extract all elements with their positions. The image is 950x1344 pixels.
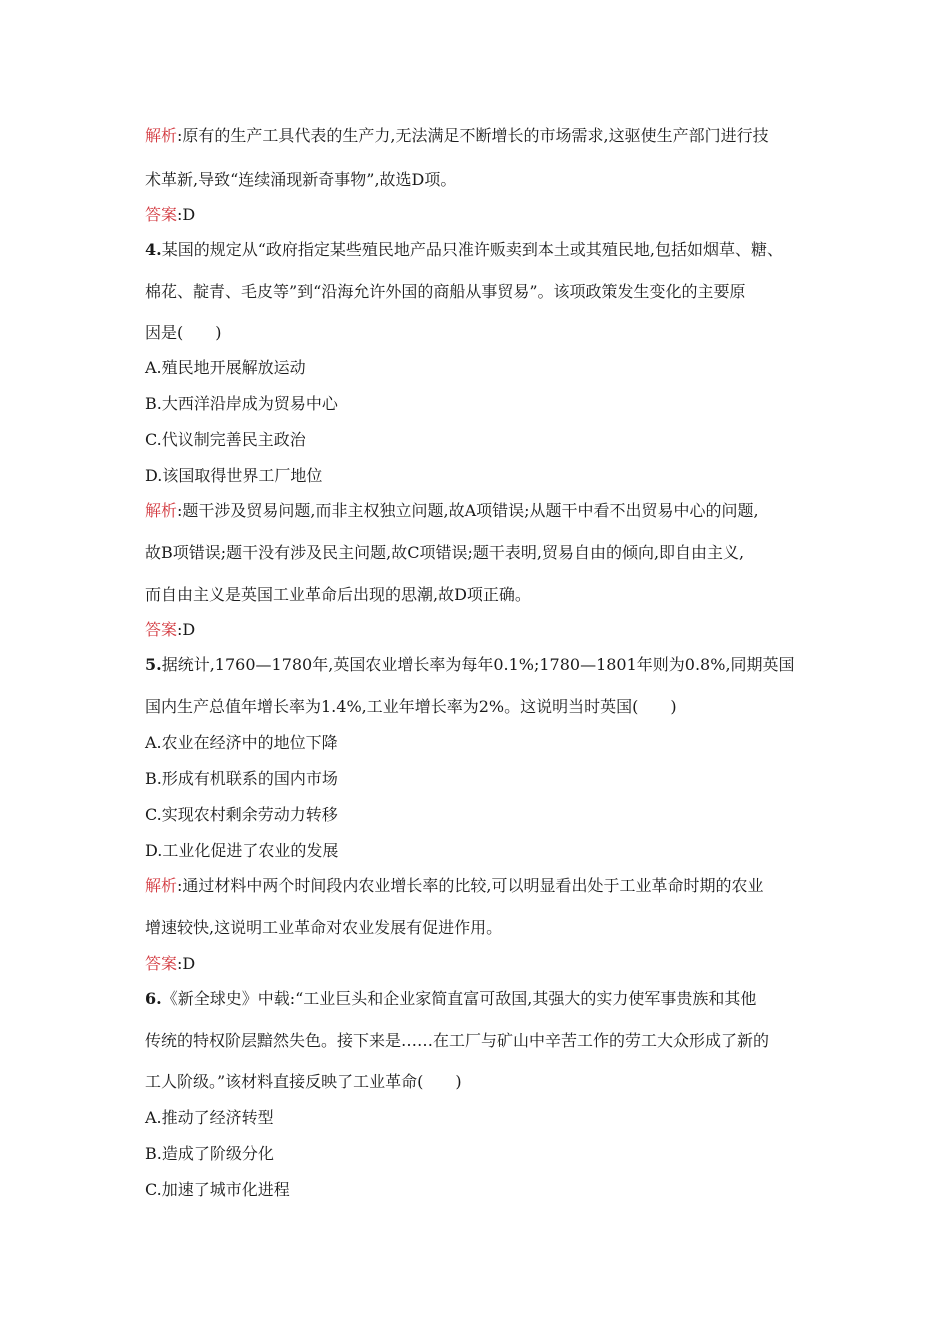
analysis-line: 而自由主义是英国工业革命后出现的思潮,故D项正确。 (145, 585, 531, 604)
analysis-line: 故B项错误;题干没有涉及民主问题,故C项错误;题干表明,贸易自由的倾向,即自由主义, (145, 543, 745, 562)
analysis-line (145, 126, 769, 146)
question-stem-line: 棉花、靛青、毛皮等”到“沿海允许外国的商船从事贸易”。该项政策发生变化的主要原 (145, 282, 746, 301)
option-a: A.殖民地开展解放运动 (145, 358, 306, 377)
answer-label: 答案 (145, 954, 178, 973)
analysis-line (145, 501, 759, 521)
option-b: B.造成了阶级分化 (145, 1144, 274, 1163)
analysis-text: :题干涉及贸易问题,而非主权独立问题,故A项错误;从题干中看不出贸易中心的问题, (177, 501, 759, 520)
question-number: 4. (145, 240, 162, 259)
analysis-line (145, 876, 764, 896)
answer-label: 答案 (145, 205, 178, 224)
question-stem-text: 《新全球史》中载:“工业巨头和企业家简直富可敌国,其强大的实力使军事贵族和其他 (161, 989, 757, 1008)
answer-line (145, 954, 195, 974)
answer-line (145, 620, 195, 640)
question-stem-text: 据统计,1760—1780年,英国农业增长率为每年0.1%;1780—1801年则为0.8%,同期英国 (161, 655, 795, 674)
option-c: C.代议制完善民主政治 (145, 430, 306, 449)
analysis-line: 增速较快,这说明工业革命对农业发展有促进作用。 (145, 918, 503, 937)
question-stem-line: 工人阶级。”该材料直接反映了工业革命( ) (145, 1072, 462, 1091)
answer-line (145, 205, 195, 225)
answer-label: 答案 (145, 620, 178, 639)
option-d: D.工业化促进了农业的发展 (145, 841, 339, 860)
analysis-text: :通过材料中两个时间段内农业增长率的比较,可以明显看出处于工业革命时期的农业 (177, 876, 764, 895)
question-stem-line: 因是( ) (145, 323, 222, 342)
analysis-text: :原有的生产工具代表的生产力,无法满足不断增长的市场需求,这驱使生产部门进行技 (177, 126, 769, 145)
question-stem-text: 某国的规定从“政府指定某些殖民地产品只准许贩卖到本土或其殖民地,包括如烟草、糖、 (161, 240, 783, 259)
analysis-label: 解析 (145, 876, 178, 895)
option-a: A.推动了经济转型 (145, 1108, 274, 1127)
analysis-label: 解析 (145, 501, 178, 520)
analysis-label: 解析 (145, 126, 178, 145)
option-c: C.实现农村剩余劳动力转移 (145, 805, 338, 824)
option-a: A.农业在经济中的地位下降 (145, 733, 338, 752)
question-stem-line (145, 655, 795, 675)
option-c: C.加速了城市化进程 (145, 1180, 290, 1199)
question-stem-line: 传统的特权阶层黯然失色。接下来是……在工厂与矿山中辛苦工作的劳工大众形成了新的 (145, 1031, 770, 1050)
question-number: 6. (145, 989, 162, 1008)
option-b: B.大西洋沿岸成为贸易中心 (145, 394, 338, 413)
answer-value: :D (177, 620, 196, 639)
option-b: B.形成有机联系的国内市场 (145, 769, 338, 788)
analysis-line: 术革新,导致“连续涌现新奇事物”,故选D项。 (145, 170, 457, 189)
answer-value: :D (177, 954, 196, 973)
question-stem-line (145, 989, 756, 1009)
question-number: 5. (145, 655, 162, 674)
answer-value: :D (177, 205, 196, 224)
question-stem-line (145, 240, 783, 260)
question-stem-line: 国内生产总值年增长率为1.4%,工业年增长率为2%。这说明当时英国( ) (145, 697, 677, 716)
option-d: D.该国取得世界工厂地位 (145, 466, 323, 485)
